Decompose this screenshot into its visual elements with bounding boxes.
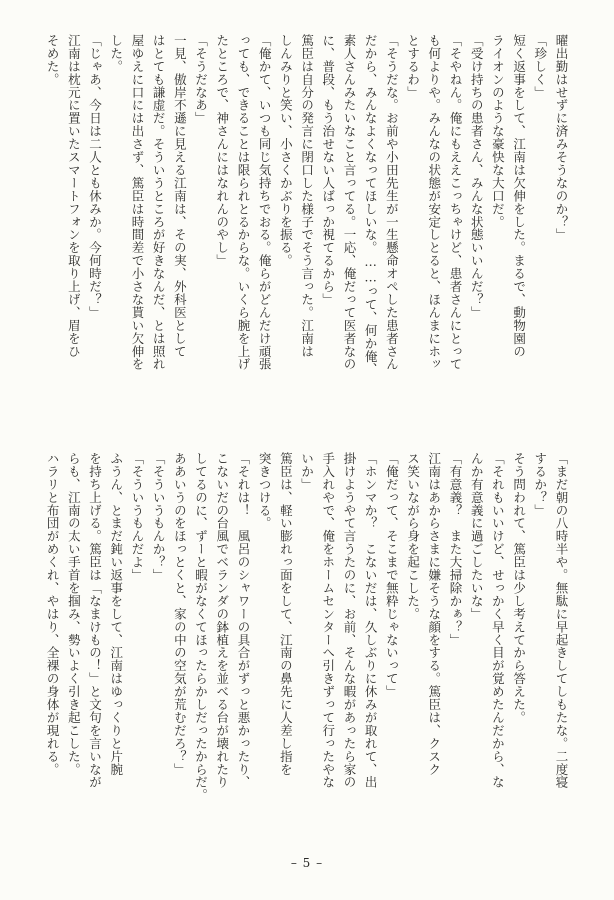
text-line: はとても謙虚だ。そういうところが好きなんだ、とは照れ xyxy=(151,34,167,371)
text-line: ス笑いながら身を起こした。 xyxy=(405,452,421,621)
text-line: ああいうのをほっとくと、家の中の空気が荒むだろ？」 xyxy=(172,452,188,776)
text-line: 曜出勤はせずに済みそうなのか？」 xyxy=(554,34,569,242)
text-line: ふうん、とまだ鈍い返事をして、江南はゆっくりと片腕 xyxy=(108,452,124,776)
text-line: 「俺かて、いつも同じ気持ちでおる。俺らがどんだけ頑張 xyxy=(257,34,273,371)
text-line: そう問われて、篤臣は少し考えてから答えた。 xyxy=(511,452,527,724)
text-line: らも、江南の太い手首を掴み、勢いよく引き起こした。 xyxy=(66,452,82,776)
text-line: を持ち上げる。篤臣は「なまけもの！」と文句を言いなが xyxy=(87,452,103,789)
text-line: 「ホンマか？ こないだは、久しぶりに休みが取れて、出 xyxy=(363,452,379,789)
text-line: んか有意義に過ごしたいな」 xyxy=(469,452,485,621)
text-line: 「そういうもんだよ」 xyxy=(129,452,145,582)
text-line: 「受け持ちの患者さん、みんな状態いいんだ？」 xyxy=(469,34,485,319)
text-line: 「そういうもんか？」 xyxy=(151,452,167,582)
text-line: いか」 xyxy=(299,452,315,491)
text-line: こないだの台風でベランダの鉢植えを並べる台が壊れたり xyxy=(214,452,230,789)
text-line: してるのに、ずーと暇がなくてほったらかしだったからだ。 xyxy=(193,452,209,802)
text-line: 掛けようやて言うたのに、お前、そんな暇があったら家の xyxy=(341,452,357,789)
page-number: – 5 – xyxy=(290,856,324,870)
text-line: 「そやねん。俺にもええこっちゃけど、患者さんにとって xyxy=(447,34,463,371)
text-line: も何よりや。みんなの状態が安定しとると、ほんまにホッ xyxy=(426,34,442,371)
text-line: するか？」 xyxy=(532,452,548,517)
text-line: 「珍しく」 xyxy=(532,34,548,99)
text-line: 素人さんみたいなこと言ってる。一応、俺だって医者なの xyxy=(341,34,357,371)
text-line: 「それもいいけど、せっかく早く目が覚めたんだから、な xyxy=(490,452,506,789)
text-line: っても、できることは限られとるからな。いくら腕を上げ xyxy=(235,34,251,371)
text-line: 「まだ朝の八時半や。無駄に早起きしてしもたな。二度寝 xyxy=(554,452,569,789)
text-line: 篤臣は、軽い膨れっ面をして、江南の鼻先に人差し指を xyxy=(278,452,294,776)
text-line: 屋ゆえに口には出さず、篤臣は時間差で小さな貰い欠伸を xyxy=(129,34,145,371)
text-line: だから、みんなよくなってほしいな。……って、何か俺、 xyxy=(363,34,379,376)
text-line: たところで、神さんにはなれんのやし」 xyxy=(214,34,230,268)
text-line: 「俺だって、そこまで無粋じゃないって」 xyxy=(384,452,400,699)
text-line: した。 xyxy=(108,34,124,73)
text-line: そめた。 xyxy=(45,34,61,86)
text-line: 江南はあからさまに嫌そうな顔をする。篤臣は、クスク xyxy=(426,452,442,776)
text-line: 「それは！ 風呂のシャワーの具合がずっと悪かったり、 xyxy=(235,452,251,789)
text-line: 短く返事をして、江南は欠伸をした。まるで、動物園の xyxy=(511,34,527,358)
text-line: 「そうだなあ」 xyxy=(193,34,209,125)
text-line: 篤臣は自分の発言に閉口した様子でそう言った。江南は xyxy=(299,34,315,358)
text-line: 一見、傲岸不遜に見える江南は、その実、外科医として xyxy=(172,34,188,358)
text-line: しんみりと笑い、小さくかぶりを振る。 xyxy=(278,34,294,268)
text-line: 「そうだな。お前や小田先生が一生懸命オペした患者さん xyxy=(384,34,400,371)
text-line: ハラリと布団がめくれ、やはり、全裸の身体が現れる。 xyxy=(45,452,61,776)
text-line: 突きつける。 xyxy=(257,452,273,530)
upper-text-block xyxy=(45,34,572,432)
text-line: ライオンのような豪快な大口だ。 xyxy=(490,34,506,229)
text-line: に、普段、もう治せない人ばっか視てるから」 xyxy=(320,34,336,306)
text-line: 手入れやで、俺をホームセンターへ引きずって行ったやな xyxy=(320,452,336,789)
text-line: とするわ」 xyxy=(405,34,421,99)
text-line: 「有意義？ また大掃除かぁ？」 xyxy=(447,452,463,647)
text-line: 「じゃあ、今日は二人とも休みか。今何時だ？」 xyxy=(87,34,103,319)
text-line: 江南は枕元に置いたスマートフォンを取り上げ、眉をひ xyxy=(66,34,82,358)
lower-text-block xyxy=(45,452,572,850)
